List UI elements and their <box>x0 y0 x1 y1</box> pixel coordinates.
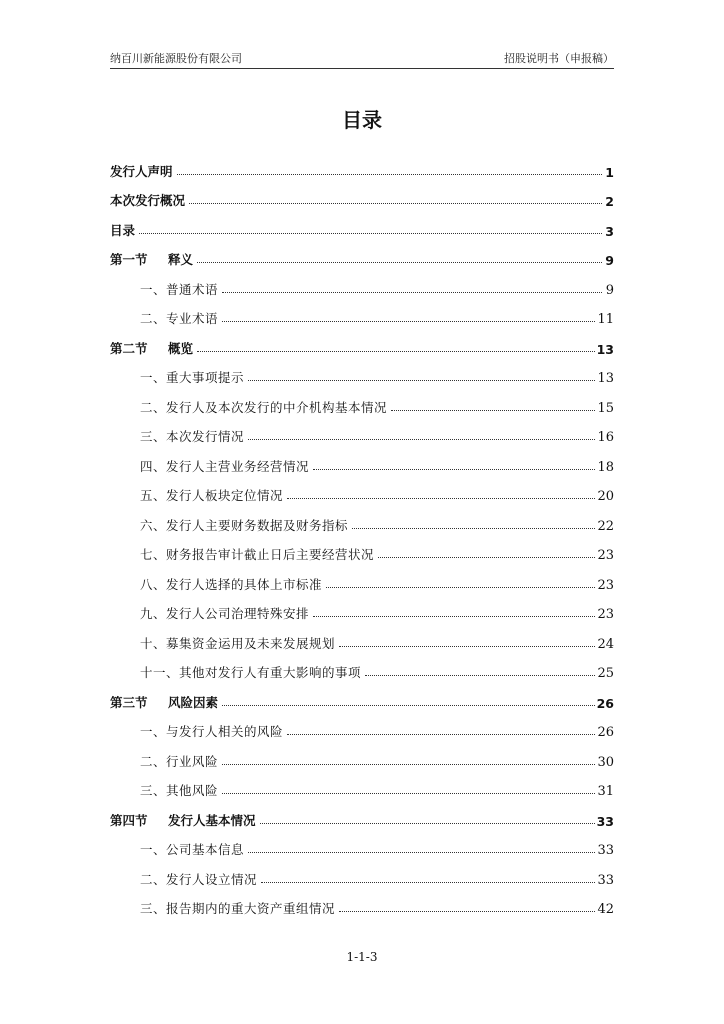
toc-page-number: 2 <box>605 194 614 209</box>
toc-section-number: 第二节 <box>110 340 148 356</box>
toc-page-number: 16 <box>597 430 614 445</box>
toc-entry[interactable] <box>110 239 614 269</box>
table-of-contents <box>110 150 614 917</box>
toc-entry-text: 七、财务报告审计截止日后主要经营状况 <box>140 547 375 562</box>
toc-entry-label <box>140 368 246 386</box>
dot-leader <box>261 882 595 883</box>
toc-entry[interactable] <box>110 563 614 593</box>
toc-page-number: 30 <box>597 754 614 770</box>
toc-page-number: 13 <box>597 371 614 386</box>
toc-page-number: 20 <box>597 489 614 504</box>
toc-entry[interactable] <box>110 888 614 918</box>
toc-page-number: 15 <box>597 400 614 416</box>
dot-leader <box>365 675 595 676</box>
toc-entry[interactable] <box>110 298 614 328</box>
toc-entry[interactable] <box>110 504 614 534</box>
toc-entry-label <box>110 221 137 239</box>
toc-entry[interactable] <box>110 416 614 446</box>
toc-entry[interactable] <box>110 386 614 416</box>
dot-leader <box>378 557 595 558</box>
toc-page-number: 11 <box>597 312 614 327</box>
toc-entry-label <box>140 516 350 534</box>
toc-entry[interactable] <box>110 180 614 210</box>
toc-entry-label <box>140 840 246 858</box>
toc-page-number: 26 <box>597 725 614 740</box>
toc-page-number: 23 <box>597 577 614 593</box>
toc-entry[interactable] <box>110 593 614 623</box>
toc-entry[interactable] <box>110 622 614 652</box>
toc-page-number: 9 <box>605 282 614 298</box>
toc-page-number: 26 <box>596 695 614 711</box>
company-name: 纳百川新能源股份有限公司 <box>110 52 242 65</box>
toc-page-number: 18 <box>597 459 614 475</box>
dot-leader <box>339 911 595 912</box>
toc-entry-text: 发行人声明 <box>110 163 173 179</box>
toc-entry-label <box>140 781 220 799</box>
toc-entry-text: 一、与发行人相关的风险 <box>140 724 284 739</box>
toc-entry-text: 风险因素 <box>168 694 219 710</box>
toc-entry-label <box>110 250 195 268</box>
dot-leader <box>248 852 595 853</box>
toc-section-number: 第一节 <box>110 252 148 267</box>
toc-entry[interactable] <box>110 150 614 180</box>
toc-page-number: 25 <box>597 666 614 681</box>
dot-leader <box>260 823 595 824</box>
toc-entry[interactable] <box>110 475 614 505</box>
toc-entry-label <box>140 899 337 917</box>
toc-page-number: 23 <box>597 607 614 622</box>
toc-entry-text: 三、本次发行情况 <box>140 429 245 444</box>
toc-entry-text: 概览 <box>168 340 194 356</box>
toc-entry-text: 二、行业风险 <box>140 753 219 769</box>
dot-leader <box>197 262 602 263</box>
toc-entry[interactable] <box>110 357 614 387</box>
toc-section-number: 第三节 <box>110 694 148 710</box>
toc-entry-text: 一、重大事项提示 <box>140 370 245 385</box>
toc-entry-label <box>110 191 187 209</box>
toc-entry-text: 六、发行人主要财务数据及财务指标 <box>140 517 349 533</box>
dot-leader <box>139 233 602 234</box>
dot-leader <box>339 646 595 647</box>
toc-page-number: 1 <box>605 164 614 180</box>
toc-entry[interactable] <box>110 711 614 741</box>
toc-page-number: 33 <box>597 843 614 858</box>
toc-entry-text: 释义 <box>168 252 194 267</box>
dot-leader <box>313 469 595 470</box>
toc-entry[interactable] <box>110 681 614 711</box>
toc-entry-text: 发行人基本情况 <box>168 812 256 828</box>
dot-leader <box>222 764 595 765</box>
toc-entry-text: 十一、其他对发行人有重大影响的事项 <box>140 665 362 680</box>
toc-entry-label <box>140 575 324 593</box>
toc-entry[interactable] <box>110 652 614 682</box>
dot-leader <box>287 734 595 735</box>
toc-entry[interactable] <box>110 740 614 770</box>
dot-leader <box>197 351 595 352</box>
dot-leader <box>222 705 595 706</box>
dot-leader <box>326 587 595 588</box>
toc-entry[interactable] <box>110 799 614 829</box>
toc-page-number: 33 <box>596 813 614 829</box>
toc-entry[interactable] <box>110 445 614 475</box>
toc-entry-text: 一、普通术语 <box>140 281 219 297</box>
toc-entry-label <box>140 486 285 504</box>
toc-entry-label <box>140 427 246 445</box>
dot-leader <box>313 616 595 617</box>
toc-page-number: 42 <box>597 902 614 917</box>
toc-entry-text: 目录 <box>110 222 136 238</box>
toc-entry-label <box>110 693 220 711</box>
toc-page-number: 22 <box>597 518 614 534</box>
toc-entry-label <box>110 162 175 180</box>
toc-page-number: 31 <box>597 784 614 799</box>
toc-section-number: 第四节 <box>110 812 148 828</box>
toc-page-number: 3 <box>605 223 614 239</box>
toc-entry-label <box>140 398 389 416</box>
dot-leader <box>222 292 602 293</box>
toc-entry-text: 五、发行人板块定位情况 <box>140 488 284 503</box>
document-type: 招股说明书（申报稿） <box>504 52 614 65</box>
toc-entry-text: 三、报告期内的重大资产重组情况 <box>140 901 336 916</box>
page-number: 1-1-3 <box>346 950 378 964</box>
toc-entry-label <box>140 280 220 298</box>
toc-page-number: 24 <box>597 636 614 652</box>
dot-leader <box>189 203 602 204</box>
toc-entry-label <box>140 870 259 888</box>
dot-leader <box>287 498 595 499</box>
toc-entry-label <box>140 663 363 681</box>
dot-leader <box>222 793 595 794</box>
toc-entry-text: 三、其他风险 <box>140 783 219 798</box>
toc-entry[interactable] <box>110 327 614 357</box>
toc-entry[interactable] <box>110 770 614 800</box>
toc-entry-text: 十、募集资金运用及未来发展规划 <box>140 635 336 651</box>
toc-entry-label <box>140 604 311 622</box>
toc-entry[interactable] <box>110 268 614 298</box>
dot-leader <box>248 380 595 381</box>
dot-leader <box>222 321 595 322</box>
toc-entry-label <box>140 457 311 475</box>
page-header <box>110 50 614 69</box>
toc-page-number: 9 <box>605 253 614 268</box>
toc-entry-text: 二、专业术语 <box>140 311 219 326</box>
dot-leader <box>177 174 602 175</box>
toc-entry-text: 二、发行人设立情况 <box>140 871 258 887</box>
toc-entry-label <box>110 339 195 357</box>
page-title: 目录 <box>342 108 382 132</box>
toc-entry-label <box>140 545 376 563</box>
toc-entry-label <box>140 752 220 770</box>
toc-entry-text: 八、发行人选择的具体上市标准 <box>140 576 323 592</box>
toc-page-number: 23 <box>597 548 614 563</box>
toc-entry-label <box>140 309 220 327</box>
toc-entry[interactable] <box>110 209 614 239</box>
toc-entry[interactable] <box>110 858 614 888</box>
toc-entry[interactable] <box>110 534 614 564</box>
dot-leader <box>352 528 595 529</box>
toc-page-number: 13 <box>596 341 614 357</box>
toc-entry-label <box>110 811 258 829</box>
toc-entry-text: 四、发行人主营业务经营情况 <box>140 458 310 474</box>
dot-leader <box>248 439 595 440</box>
toc-entry-text: 二、发行人及本次发行的中介机构基本情况 <box>140 399 388 415</box>
toc-entry-label <box>140 634 337 652</box>
toc-entry-text: 本次发行概况 <box>110 193 186 208</box>
toc-entry-text: 一、公司基本信息 <box>140 842 245 857</box>
toc-page-number: 33 <box>597 872 614 888</box>
toc-entry[interactable] <box>110 829 614 859</box>
toc-entry-label <box>140 722 285 740</box>
toc-entry-text: 九、发行人公司治理特殊安排 <box>140 606 310 621</box>
dot-leader <box>391 410 595 411</box>
